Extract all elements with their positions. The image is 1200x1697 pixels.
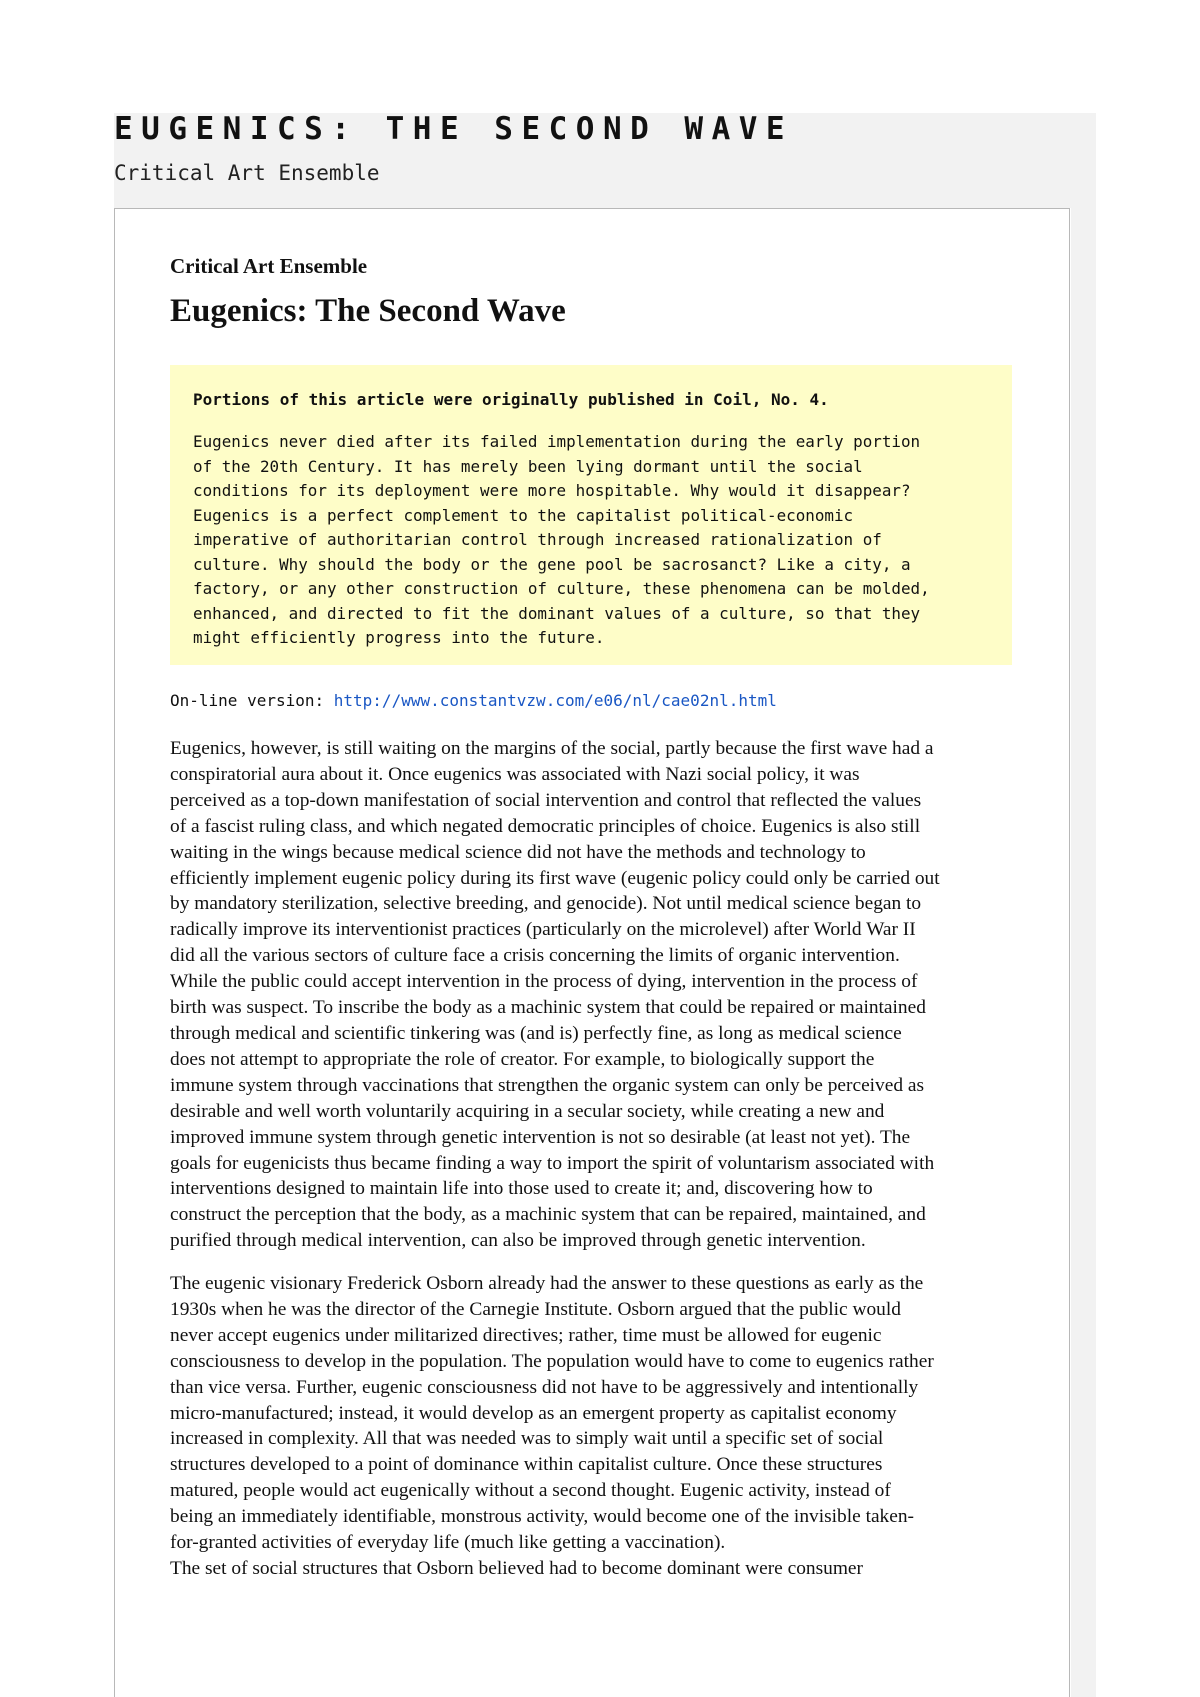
side-gutter bbox=[1071, 208, 1096, 1697]
paragraph: Eugenics, however, is still waiting on the margins of the social, partly because the first wave had a conspiratorial aura about it. Once eugenics was associated with Nazi social policy, it was perceived as a top-down manifestation of social intervention and control that reflected the values of a fascist ruling class, and which negated democratic principles of choice. Eugenics is also still waiting in the wings because medical science did not have the methods and technology to efficiently implement eugenic policy during its first wave (eugenic policy could only be carried out by mandatory sterilization, selective breeding, and genocide). Not until medical science began to radically improve its interventionist practices (particularly on the microlevel) after World War II did all the various sectors of culture face a crisis concerning the limits of organic intervention. While the public could accept intervention in the process of dying, intervention in the process of birth was suspect. To inscribe the body as a machinic system that could be repaired or maintained through medical and scientific tinkering was (and is) perfectly fine, as long as medical science does not attempt to appropriate the role of creator. For example, to biologically support the immune system through vaccinations that strengthen the organic system can only be perceived as desirable and well worth voluntarily acquiring in a secular society, while creating a new and improved immune system through genetic intervention is not so desirable (at least not yet). The goals for eugenicists thus became finding a way to import the spirit of voluntarism associated with interventions designed to maintain life into those used to create it; and, discovering how to construct the perception that the body, as a machinic system that can be repaired, maintained, and purified through medical intervention, can also be improved through genetic intervention. bbox=[170, 738, 940, 1252]
article-author: Critical Art Ensemble bbox=[170, 254, 368, 278]
abstract-text: Eugenics never died after its failed implementation during the early portion of the 20th Century. It has merely been lying dormant until the social conditions for its deployment were more hospitable. Why would it disappear? Eugenics is a perfect complement to the capitalist political-economic imperative of authoritarian control through increased rationalization of culture. Why should the body or the gene pool be sacrosanct? Like a city, a factory, or any other construction of culture, these phenomena can be molded, enhanced, and directed to fit the dominant values of a culture, so that they might efficiently progress into the future. bbox=[193, 432, 930, 647]
article-title: Eugenics: The Second Wave bbox=[170, 293, 566, 329]
paragraph: The eugenic visionary Frederick Osborn already had the answer to these questions as early as the 1930s when he was the director of the Carnegie Institute. Osborn argued that the public would never accept eugenics under militarized directives; rather, time must be allowed for eugenic consciousness to develop in the population. The population would have to come to eugenics rather than vice versa. Further, eugenic consciousness did not have to be aggressively and intentionally micro-manufactured; instead, it would develop as an emergent property as capitalist economy increased in complexity. All that was needed was to simply wait until a specific set of social structures developed to a point of dominance within capitalist culture. Once these structures matured, people would act eugenically without a second thought. Eugenic activity, instead of being an immediately identifiable, monstrous activity, would become one of the invisible taken- for-granted activities of everyday life (much like getting a vaccination). The set of social structures that Osborn believed had to become dominant were consumer bbox=[170, 1273, 934, 1579]
article-frame[interactable] bbox=[114, 208, 1070, 1697]
online-version-label: On-line version: bbox=[170, 691, 334, 710]
page-header bbox=[114, 113, 1096, 208]
publication-note: Portions of this article were originally published in Coil, No. 4. bbox=[193, 390, 829, 409]
online-version bbox=[170, 691, 777, 711]
site-title: EUGENICS: THE SECOND WAVE bbox=[114, 111, 794, 147]
abstract-box bbox=[170, 365, 1012, 665]
online-version-link[interactable]: http://www.constantvzw.com/e06/nl/cae02nl.html bbox=[333, 691, 777, 710]
site-subtitle: Critical Art Ensemble bbox=[114, 161, 380, 185]
